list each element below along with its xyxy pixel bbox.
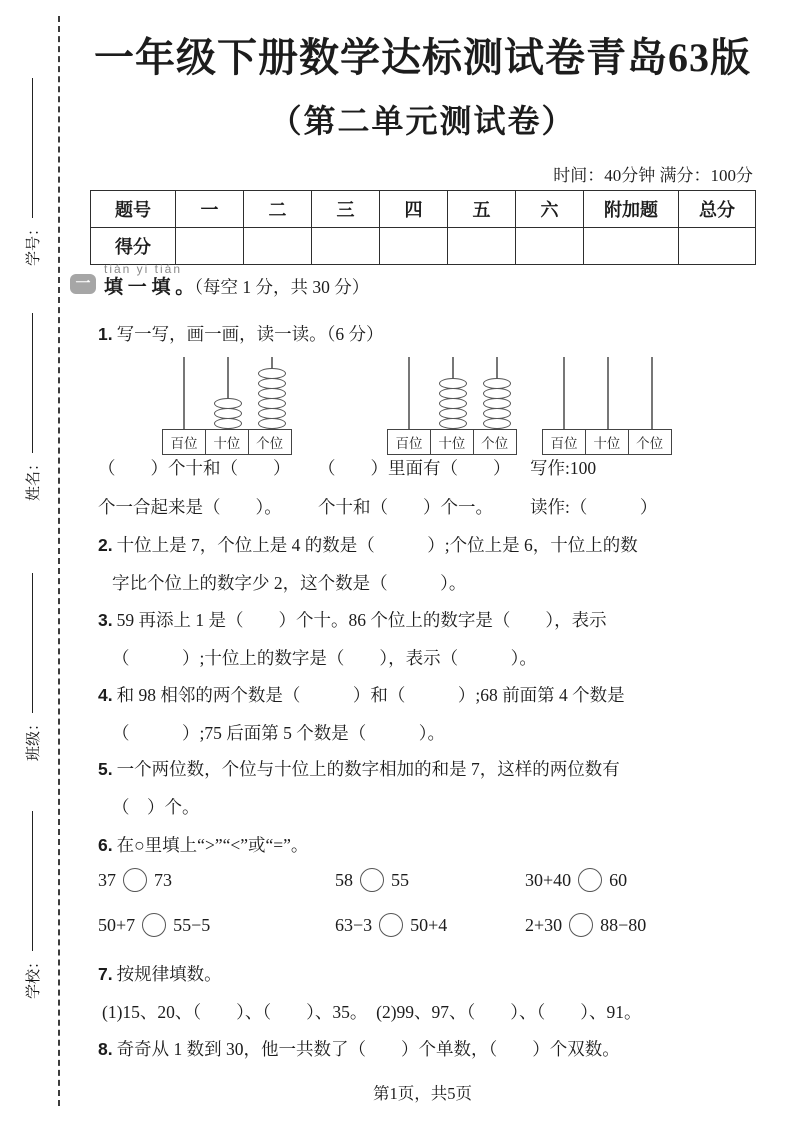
read-as-blank[interactable]: 读作:（ ） — [530, 497, 658, 517]
comparison-right: 60 — [609, 869, 628, 890]
school-blank-line[interactable] — [32, 811, 33, 951]
test-paper — [75, 0, 755, 1122]
class-label: 班级： — [25, 715, 42, 761]
column-header: 总分 — [679, 191, 756, 228]
abacus-rod — [431, 357, 475, 429]
question-7: 7. 按规律填数。 (1)15、20、（ ）、（ ）、35。 (2)99、97、（ ）、（ ）、91。 — [98, 962, 750, 1024]
cut-dashed-line — [58, 16, 60, 1106]
place-value-label: 百位 — [542, 429, 586, 455]
column-header: 二 — [244, 191, 312, 228]
score-cell[interactable] — [516, 228, 584, 265]
score-cell[interactable] — [380, 228, 448, 265]
school-field — [21, 813, 43, 999]
place-value-label: 十位 — [585, 429, 629, 455]
score-row-label: 得分 — [91, 228, 176, 265]
comparison-item — [525, 868, 753, 892]
comparison-left: 37 — [98, 869, 116, 890]
abacus-rod — [630, 357, 674, 429]
abacus-bead — [214, 418, 242, 429]
column-header: 一 — [176, 191, 244, 228]
score-table-score-row — [91, 228, 756, 265]
score-cell[interactable] — [679, 228, 756, 265]
question-1-fill-line-1 — [98, 455, 753, 480]
score-table — [90, 190, 756, 265]
question-1-fill-line-2 — [98, 494, 753, 519]
question-5: 5. 一个两位数，个位与十位上的数字相加的和是 7，这样的两位数有 （ ）个。 — [98, 759, 620, 817]
place-value-label: 个位 — [248, 429, 292, 455]
abacus-rod — [542, 357, 586, 429]
section-note: （每空 1 分，共 30 分） — [194, 277, 370, 297]
section-one-badge: 一 — [70, 274, 96, 294]
student-name-field — [21, 315, 43, 501]
score-cell[interactable] — [584, 228, 679, 265]
score-cell[interactable] — [448, 228, 516, 265]
question-2: 2. 十位上是 7，个位上是 4 的数是（ ）;个位上是 6，十位上的数 字比个位上的数字少 2，这个数是（ ）。 — [98, 535, 638, 593]
fill-blank[interactable]: 个一合起来是（ ）。 — [98, 497, 282, 517]
score-cell[interactable] — [244, 228, 312, 265]
column-header: 三 — [312, 191, 380, 228]
comparison-right: 55 — [391, 869, 409, 890]
abacus-36 — [162, 357, 294, 455]
question-6-comparisons — [98, 868, 753, 937]
answer-circle[interactable] — [578, 868, 602, 892]
abacus-bead — [258, 418, 286, 429]
comparison-right: 55−5 — [173, 914, 211, 935]
comparison-item — [525, 913, 753, 937]
abacus-bead — [439, 418, 467, 429]
page-number: 第1页，共5页 — [373, 1084, 472, 1103]
student-id-label: 学号： — [25, 220, 42, 266]
answer-circle[interactable] — [142, 913, 166, 937]
answer-circle[interactable] — [379, 913, 403, 937]
question-6: 6. 在○里填上“>”“<”或“=”。 — [98, 835, 309, 855]
comparison-right: 88−80 — [600, 914, 647, 935]
column-header: 附加题 — [584, 191, 679, 228]
page-subtitle: （第二单元测试卷） — [269, 103, 576, 139]
comparison-right: 73 — [154, 869, 172, 890]
question-3: 3. 59 再添上 1 是（ ）个十。86 个位上的数字是（ ），表示 （ ）;十位上的数字是（ ），表示（ ）。 — [98, 610, 607, 668]
section-title: 填 一 填 。（每空 1 分，共 30 分） — [104, 277, 370, 298]
comparison-item — [335, 913, 525, 937]
comparison-right: 50+4 — [410, 914, 448, 935]
comparison-left: 2+30 — [525, 914, 563, 935]
abacus-rod — [162, 357, 206, 429]
time-score-info: 时间：40分钟 满分：100分 — [553, 166, 753, 185]
question-1: 1. 写一写，画一画，读一读。（6 分） — [98, 324, 384, 344]
abacus-rod — [475, 357, 519, 429]
place-value-label: 个位 — [628, 429, 672, 455]
abacus-rod — [206, 357, 250, 429]
question-7-sequence[interactable]: (1)15、20、（ ）、（ ）、35。 (2)99、97、（ ）、（ ）、91。 — [102, 1002, 642, 1022]
abacus-empty[interactable] — [542, 357, 674, 455]
answer-circle[interactable] — [569, 913, 593, 937]
column-header: 六 — [516, 191, 584, 228]
abacus-rod — [586, 357, 630, 429]
place-value-label: 百位 — [162, 429, 206, 455]
section-pinyin: tián yi tián — [104, 262, 183, 276]
column-header: 五 — [448, 191, 516, 228]
student-name-label: 姓名： — [25, 455, 42, 501]
place-value-label: 十位 — [430, 429, 474, 455]
comparison-left: 30+40 — [525, 869, 572, 890]
student-name-blank-line[interactable] — [32, 313, 33, 453]
write-as-label: 写作:100 — [530, 458, 597, 478]
question-number-header: 题号 — [91, 191, 176, 228]
place-value-label: 百位 — [387, 429, 431, 455]
comparison-left: 58 — [335, 869, 353, 890]
score-cell[interactable] — [312, 228, 380, 265]
abacus-rod — [387, 357, 431, 429]
comparison-item — [98, 868, 335, 892]
comparison-left: 50+7 — [98, 914, 136, 935]
fill-blank[interactable]: （ ）个十和（ ） — [98, 458, 291, 478]
question-8: 8. 奇奇从 1 数到 30，他一共数了（ ）个单数，（ ）个双数。 — [98, 1039, 620, 1059]
fill-blank[interactable]: 个十和（ ）个一。 — [318, 497, 493, 517]
answer-circle[interactable] — [123, 868, 147, 892]
place-value-label: 十位 — [205, 429, 249, 455]
abacus-rod — [250, 357, 294, 429]
comparison-item — [98, 913, 335, 937]
place-value-label: 个位 — [473, 429, 517, 455]
student-id-blank-line[interactable] — [32, 78, 33, 218]
school-label: 学校： — [25, 953, 42, 999]
score-table-header-row — [91, 191, 756, 228]
fill-blank[interactable]: （ ）里面有（ ） — [318, 458, 511, 478]
page-title: 一年级下册数学达标测试卷青岛63版 — [94, 35, 751, 80]
section-one-heading — [70, 263, 369, 297]
student-id-field — [21, 80, 43, 266]
abacus-55 — [387, 357, 519, 455]
class-field — [21, 575, 43, 761]
abacus-row — [90, 357, 755, 455]
class-blank-line[interactable] — [32, 573, 33, 713]
abacus-bead — [483, 418, 511, 429]
comparison-item — [335, 868, 525, 892]
answer-circle[interactable] — [360, 868, 384, 892]
column-header: 四 — [380, 191, 448, 228]
question-4: 4. 和 98 相邻的两个数是（ ）和（ ）;68 前面第 4 个数是 （ ）;75 后面第 5 个数是（ ）。 — [98, 685, 625, 743]
score-cell[interactable] — [176, 228, 244, 265]
comparison-left: 63−3 — [335, 914, 373, 935]
